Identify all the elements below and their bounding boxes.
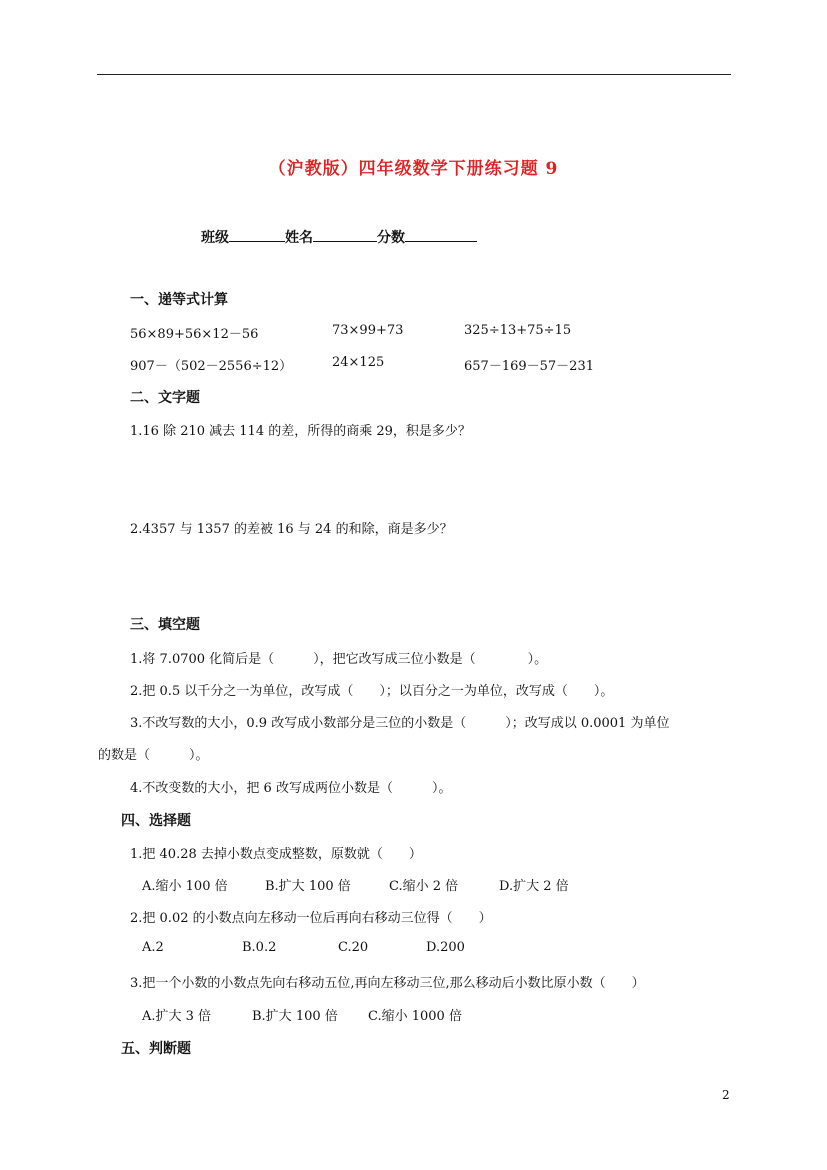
header-rule (97, 74, 731, 75)
choice-option: A.扩大 3 倍 (142, 1009, 212, 1024)
fill-question-1: 1.将 7.0700 化简后是（ ），把它改写成三位小数是（ ）。 (130, 652, 548, 667)
choice-option: A.缩小 100 倍 (142, 879, 228, 894)
calc-item: 657－169－57－231 (464, 359, 594, 374)
section-heading-fill: 三、填空题 (130, 617, 200, 633)
name-blank[interactable] (313, 227, 377, 242)
student-info-line (201, 227, 477, 247)
calc-item: 907－（502－2556÷12） (130, 359, 293, 374)
choice-option: B.扩大 100 倍 (265, 879, 351, 894)
word-question-2: 2.4357 与 1357 的差被 16 与 24 的和除，商是多少？ (130, 522, 453, 537)
page-title: （沪教版）四年级数学下册练习题 9 (268, 159, 559, 179)
name-label: 姓名 (285, 230, 313, 246)
choice-option: C.20 (338, 940, 369, 955)
fill-question-3-line-2: 的数是（ ）。 (98, 748, 209, 763)
choice-question-2: 2.把 0.02 的小数点向左移动一位后再向右移动三位得（ ） (130, 911, 492, 926)
page-number: 2 (722, 1088, 730, 1102)
choice-question-3: 3.把一个小数的小数点先向右移动五位,再向左移动三位,那么移动后小数比原小数（ ） (130, 976, 645, 991)
word-question-1: 1.16 除 210 减去 114 的差，所得的商乘 29，积是多少？ (130, 424, 471, 439)
calc-item: 73×99+73 (332, 323, 404, 338)
class-label: 班级 (201, 230, 229, 246)
calc-item: 24×125 (332, 355, 385, 370)
choice-option: B.0.2 (242, 940, 277, 955)
calc-item: 325÷13+75÷15 (464, 323, 572, 338)
section-heading-calc: 一、递等式计算 (130, 292, 228, 308)
fill-question-2: 2.把 0.5 以千分之一为单位，改写成（ ）；以百分之一为单位，改写成（ ）。 (130, 684, 614, 699)
score-blank[interactable] (405, 227, 477, 242)
choice-option: D.扩大 2 倍 (499, 879, 569, 894)
section-heading-word: 二、文字题 (130, 390, 200, 406)
choice-option: A.2 (142, 940, 164, 955)
fill-question-3-line-1: 3.不改写数的大小，0.9 改写成小数部分是三位的小数是（ ）；改写成以 0.0001 为单位 (130, 716, 670, 731)
choice-question-1: 1.把 40.28 去掉小数点变成整数，原数就（ ） (130, 847, 422, 862)
class-blank[interactable] (229, 227, 285, 242)
calc-item: 56×89+56×12－56 (130, 327, 259, 342)
choice-option: D.200 (426, 940, 465, 955)
score-label: 分数 (377, 230, 405, 246)
section-heading-choice: 四、选择题 (121, 813, 191, 829)
choice-option: B.扩大 100 倍 (252, 1009, 338, 1024)
section-heading-judge: 五、判断题 (121, 1041, 191, 1057)
choice-option: C.缩小 1000 倍 (368, 1009, 462, 1024)
fill-question-4: 4.不改变数的大小，把 6 改写成两位小数是（ ）。 (130, 781, 452, 796)
choice-option: C.缩小 2 倍 (389, 879, 459, 894)
